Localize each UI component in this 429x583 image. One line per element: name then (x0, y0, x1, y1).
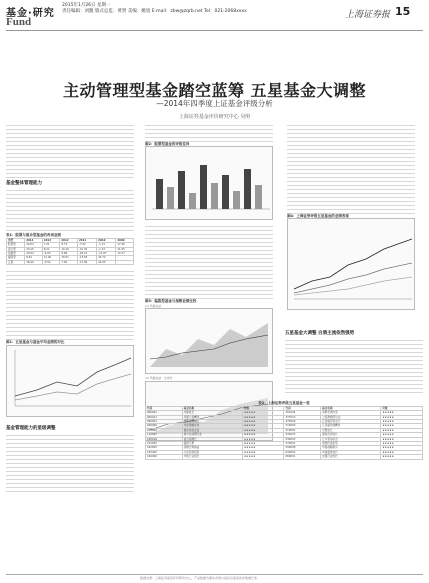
performance-table (6, 238, 134, 265)
table-cell: 10.16 (60, 247, 78, 251)
table-cell: ★★★★★ (381, 450, 423, 454)
body-text-block (6, 187, 134, 233)
table-cell: 农银行业成长 (321, 455, 381, 459)
table-cell: 8.68 (60, 252, 78, 256)
table-cell: -6.03 (42, 252, 60, 256)
table-cell: ★★★★★ (242, 446, 284, 450)
lower-right-block (145, 330, 423, 570)
table-cell: 混合型 (7, 247, 25, 251)
table-cell: ★★★★★ (381, 411, 423, 415)
figure-3-caption: 图3：偏股型基金与指数业绩比较 (145, 299, 197, 304)
table-cell: 建信优选成长 (321, 433, 381, 437)
page-header (0, 0, 429, 32)
table-cell: 兴全趋势投资 (182, 450, 242, 454)
table-cell: 易方达消费行业 (182, 433, 242, 437)
multi-line-chart (288, 219, 414, 307)
table-cell: 040008 (146, 424, 183, 428)
table-cell: 519692 (284, 428, 321, 432)
newspaper-logo: 上海证券报 (345, 10, 391, 20)
editor-line: 责任编辑：刘馥 版式总监：黄贤 美编：姚旭 E-mail：zbw@zqrb.net Tel：021-2068xxxx (62, 9, 247, 14)
table-cell: -0.54 (42, 260, 60, 264)
table-cell: ★★★★★ (381, 428, 423, 432)
table-cell: ★★★★★ (381, 415, 423, 419)
table-cell: 000011 (146, 415, 183, 419)
table-header-cell: 基金名称 (182, 406, 242, 410)
table-cell: 南方高增长 (182, 437, 242, 441)
table-cell: 590008 (284, 446, 321, 450)
table-header-cell: 2010 (97, 238, 116, 242)
body-text-block (6, 268, 134, 340)
table-cell: ★★★★★ (381, 433, 423, 437)
table-cell: 华夏成长 (182, 411, 242, 415)
body-text-block (6, 432, 134, 492)
table-cell: ★★★★★ (381, 455, 423, 459)
article-byline: 上海证券基金评价研究中心 吴明 (178, 114, 251, 120)
table-cell: ★★★★★ (242, 428, 284, 432)
bar (200, 165, 207, 209)
series-line-b (294, 263, 412, 293)
table-cell: 470009 (284, 420, 321, 424)
table-cell: 18.51 (60, 256, 78, 260)
table-cell: -1.11 (97, 243, 116, 247)
body-text-block (145, 122, 273, 142)
table-row (146, 455, 423, 459)
table-cell: 指数型 (7, 252, 25, 256)
section-title-en: Fund (6, 16, 32, 28)
table-cell: 630002 (284, 450, 321, 454)
table-cell: 161005 (146, 442, 183, 446)
table-cell: 540003 (284, 437, 321, 441)
table-cell: 景顺长城内需 (321, 411, 381, 415)
section-heading-3: 五星基金大调整 白酒主流依然强势 (285, 331, 355, 336)
issue-date: 2015年1月26日 星期一 (62, 3, 111, 8)
figure-4-caption: 图4：上海证券评级五星基金的业绩表现 (287, 214, 349, 218)
line-chart-figure (6, 345, 134, 417)
bar-chart (146, 147, 272, 217)
article-column-1 (6, 122, 134, 572)
table-row (7, 260, 134, 264)
table-cell: ★★★★★ (242, 415, 284, 419)
table-cell: ★★★★★ (242, 455, 284, 459)
table-header-cell: 评级 (242, 406, 284, 410)
table-header-cell: 类型 (7, 238, 25, 242)
bar (178, 171, 185, 209)
table-cell: 中邮战略新兴 (321, 446, 381, 450)
table-cell: 12.00 (42, 256, 60, 260)
table-cell: 股票型 (7, 243, 25, 247)
table-cell: 570001 (284, 442, 321, 446)
table-header-cell: 2011 (77, 238, 96, 242)
header-divider (6, 30, 423, 31)
table-cell: 162605 (146, 446, 183, 450)
table-cell: -20.15 (77, 252, 96, 256)
bar (233, 191, 240, 209)
table-cell: 160106 (146, 437, 183, 441)
table-cell: 偏股型 (7, 256, 25, 260)
table-cell: ★★★★★ (381, 437, 423, 441)
table-cell: 8.21 (42, 247, 60, 251)
line-chart (7, 346, 133, 414)
bar (211, 183, 218, 209)
five-star-fund-table (145, 406, 423, 460)
table-cell: 17.26 (116, 243, 134, 247)
figure-3-legend-b: (2) 风格收益：全市场 (145, 376, 173, 381)
table-cell: ★★★★★ (242, 433, 284, 437)
table-cell: 42.65 (97, 260, 116, 264)
table-cell: ★★★★★ (381, 420, 423, 424)
table-cell: 377010 (284, 415, 321, 419)
bar (244, 169, 251, 209)
table-cell: ★★★★★ (242, 437, 284, 441)
table-cell: 上投摩根阿尔法 (321, 415, 381, 419)
table-cell: ★★★★★ (242, 442, 284, 446)
table-cell: 景顺长城鼎益 (182, 446, 242, 450)
table-cell: 汇添富民营活力 (321, 420, 381, 424)
table-cell: 23.45 (25, 247, 43, 251)
table-cell: ★★★★★ (381, 446, 423, 450)
table-cell: 国泰金鹰增长 (182, 420, 242, 424)
table-cell: 华商盛世成长 (321, 450, 381, 454)
issue-meta (62, 3, 262, 15)
table-header-cell: 2014 (25, 238, 43, 242)
table-cell: 诺德价值优势 (321, 442, 381, 446)
table-cell: 519069 (284, 424, 321, 428)
table-cell: 五星 (7, 260, 25, 264)
article-subtitle: —2014年四季度上证基金评级分析 (156, 99, 273, 108)
table-header-cell: 代码 (284, 406, 321, 410)
table-header-cell: 代码 (146, 406, 183, 410)
body-text-block (6, 122, 134, 180)
multi-line-figure (287, 218, 415, 310)
table-cell: 8.63 (25, 256, 43, 260)
table-cell: - (116, 260, 134, 264)
page-number: 15 (395, 5, 411, 18)
body-text-block (285, 337, 423, 395)
table-cell: 21.05 (116, 247, 134, 251)
table-cell: 8.73 (60, 243, 78, 247)
section-title: 基金·研究 (6, 8, 55, 19)
table-cell: 72.27 (116, 252, 134, 256)
table-header-cell: 2009 (116, 238, 134, 242)
table-1-caption: 表1：股票与混合型基金的各项业绩 (6, 233, 61, 238)
table-cell: 华夏大盘精选 (182, 415, 242, 419)
table-cell: -1.13 (97, 247, 116, 251)
table-2-caption: 表2：上海证券评级五星基金一览 (258, 401, 310, 406)
series-line-c (294, 277, 412, 295)
article-column-3 (287, 122, 415, 322)
figure-1-caption: 图1：五星基金与基金平均业绩的对比 (6, 340, 65, 345)
table-cell: 020001 (146, 420, 183, 424)
series-line-a (294, 239, 412, 289)
table-cell: 华安策略优选 (182, 424, 242, 428)
table-cell: 嘉实优质企业 (182, 428, 242, 432)
table-cell: ★★★★★ (242, 424, 284, 428)
bar (189, 193, 196, 209)
bar (167, 187, 174, 209)
table-cell: 110022 (146, 433, 183, 437)
table-header-cell: 基金名称 (321, 406, 381, 410)
table-cell: - (116, 256, 134, 260)
table-cell: ★★★★★ (381, 442, 423, 446)
bar (156, 179, 163, 209)
table-cell: ★★★★★ (242, 411, 284, 415)
table-cell: ★★★★★ (242, 420, 284, 424)
table-cell: 汇添富价值精选 (321, 424, 381, 428)
bar-chart-figure (145, 146, 273, 220)
table-cell: -11.87 (97, 252, 116, 256)
section-heading-2: 基金管理能力的星级调整 (6, 425, 56, 431)
table-cell: 29.94 (25, 252, 43, 256)
footer-divider (6, 574, 423, 575)
series-line-b (15, 374, 131, 400)
table-header-cell: 2012 (60, 238, 78, 242)
table-cell: 163402 (146, 450, 183, 454)
figure-2-caption: 图2：股票型基金的评级差异 (145, 142, 190, 146)
table-cell: -10.32 (77, 247, 96, 251)
bar (222, 175, 229, 209)
table-cell: 660001 (284, 455, 321, 459)
table-cell: 汇丰晋信动态 (321, 437, 381, 441)
article-headline: 主动管理型基金踏空蓝筹 五星基金大调整 (62, 81, 367, 100)
table-cell: 富国天惠 (182, 442, 242, 446)
section-heading-1: 基金整体管理能力 (6, 181, 42, 186)
table-cell: 中欧行业成长 (182, 455, 242, 459)
table-cell: 166006 (146, 455, 183, 459)
table-cell: 43.72 (97, 256, 116, 260)
table-cell: ★★★★★ (381, 424, 423, 428)
figure-3-legend-a: (1) 风格收益 (145, 303, 162, 308)
table-header-cell: 评级 (381, 406, 423, 410)
table-cell: -13.55 (77, 256, 96, 260)
body-text-block (145, 223, 273, 299)
table-cell: 18.49 (25, 260, 43, 264)
bar (255, 185, 262, 209)
data-source-note: 数据来源：上海证券基金评价研究中心，产品数据为期末净值与复权后基金的净值增长率。 (140, 576, 261, 580)
table-cell: -7.02 (77, 243, 96, 247)
table-cell: ★★★★★ (242, 450, 284, 454)
table-header-cell: 2013 (42, 238, 60, 242)
table-cell: 070099 (146, 428, 183, 432)
body-text-block (287, 122, 415, 214)
table-cell: 000001 (146, 411, 183, 415)
table-cell: 交银成长 (321, 428, 381, 432)
table-cell: 260104 (284, 411, 321, 415)
table-cell: 530003 (284, 433, 321, 437)
table-cell: 7.21 (42, 243, 60, 247)
table-cell: 20.64 (25, 243, 43, 247)
series-line-a (15, 358, 131, 396)
table-cell: 7.90 (60, 260, 78, 264)
table-cell: -17.99 (77, 260, 96, 264)
